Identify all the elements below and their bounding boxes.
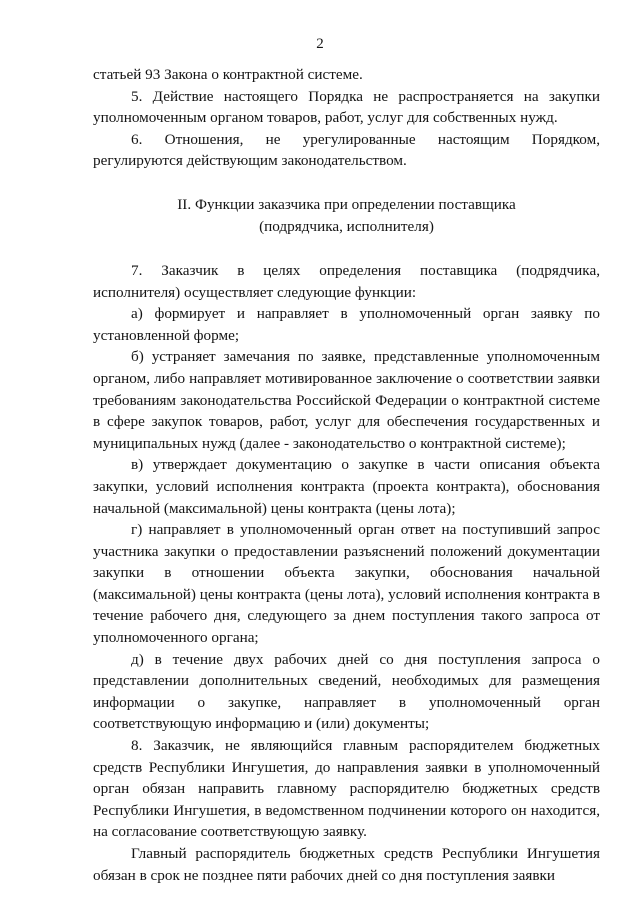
paragraph-subitem-g: г) направляет в уполномоченный орган ответ на поступивший запрос участника закупки о предоставлении разъяснений положений документации закупки в отношении объекта закупки, обоснования начальной (максимальной) цены контракта (цены лота), условий исполнения контракта в течение рабочего дня, следующего за днем поступления такого запроса от уполномоченного органа;: [93, 521, 600, 647]
section-title-line1: II. Функции заказчика при определении поставщика: [177, 195, 516, 213]
paragraph-item-8: 8. Заказчик, не являющийся главным распорядителем бюджетных средств Республики Ингушетия, до направления заявки в уполномоченный орган обязан направить главному распорядителю бюджетных средств Республики Ингушетия, в ведомственном подчинении которого он находится, на согласование соответствующую заявку.: [93, 737, 600, 841]
page-number: 2: [316, 36, 324, 52]
paragraph-continuation: статьей 93 Закона о контрактной системе.: [93, 66, 363, 83]
paragraph-subitem-b: б) устраняет замечания по заявке, представленные уполномоченным органом, либо направляет мотивированное заключение о соответствии заявки требованиям законодательства Российской Федерации о контрактной системе в сфере закупок товаров, работ, услуг для обеспечения государственных и муниципальных нужд (далее - законодательство о контрактной системе);: [93, 348, 600, 452]
paragraph-item-6: 6. Отношения, не урегулированные настоящим Порядком, регулируются действующим законодательством.: [93, 130, 600, 170]
paragraph-subitem-a: а) формирует и направляет в уполномоченный орган заявку по установленной форме;: [93, 305, 600, 344]
document-body: [93, 64, 600, 886]
paragraph-subitem-d: д) в течение двух рабочих дней со дня поступления запроса о представлении дополнительных сведений, необходимых для размещения информации о закупке, направляет в уполномоченный орган соответствующую информацию и (или) документы;: [93, 650, 600, 733]
section-title-line2: (подрядчика, исполнителя): [259, 217, 434, 235]
section-heading: [93, 194, 600, 238]
paragraph-chief-manager: Главный распорядитель бюджетных средств Республики Ингушетия обязан в срок не позднее пяти рабочих дней со дня поступления заявки: [93, 845, 600, 884]
paragraph-item-5: 5. Действие настоящего Порядка не распространяется на закупки уполномоченным органом товаров, работ, услуг для собственных нужд.: [93, 87, 600, 127]
paragraph-subitem-v: в) утверждает документацию о закупке в части описания объекта закупки, условий исполнения контракта (проекта контракта), обоснования начальной (максимальной) цены контракта (цены лота);: [93, 456, 600, 517]
paragraph-item-7: 7. Заказчик в целях определения поставщика (подрядчика, исполнителя) осуществляет следующие функции:: [93, 261, 600, 301]
